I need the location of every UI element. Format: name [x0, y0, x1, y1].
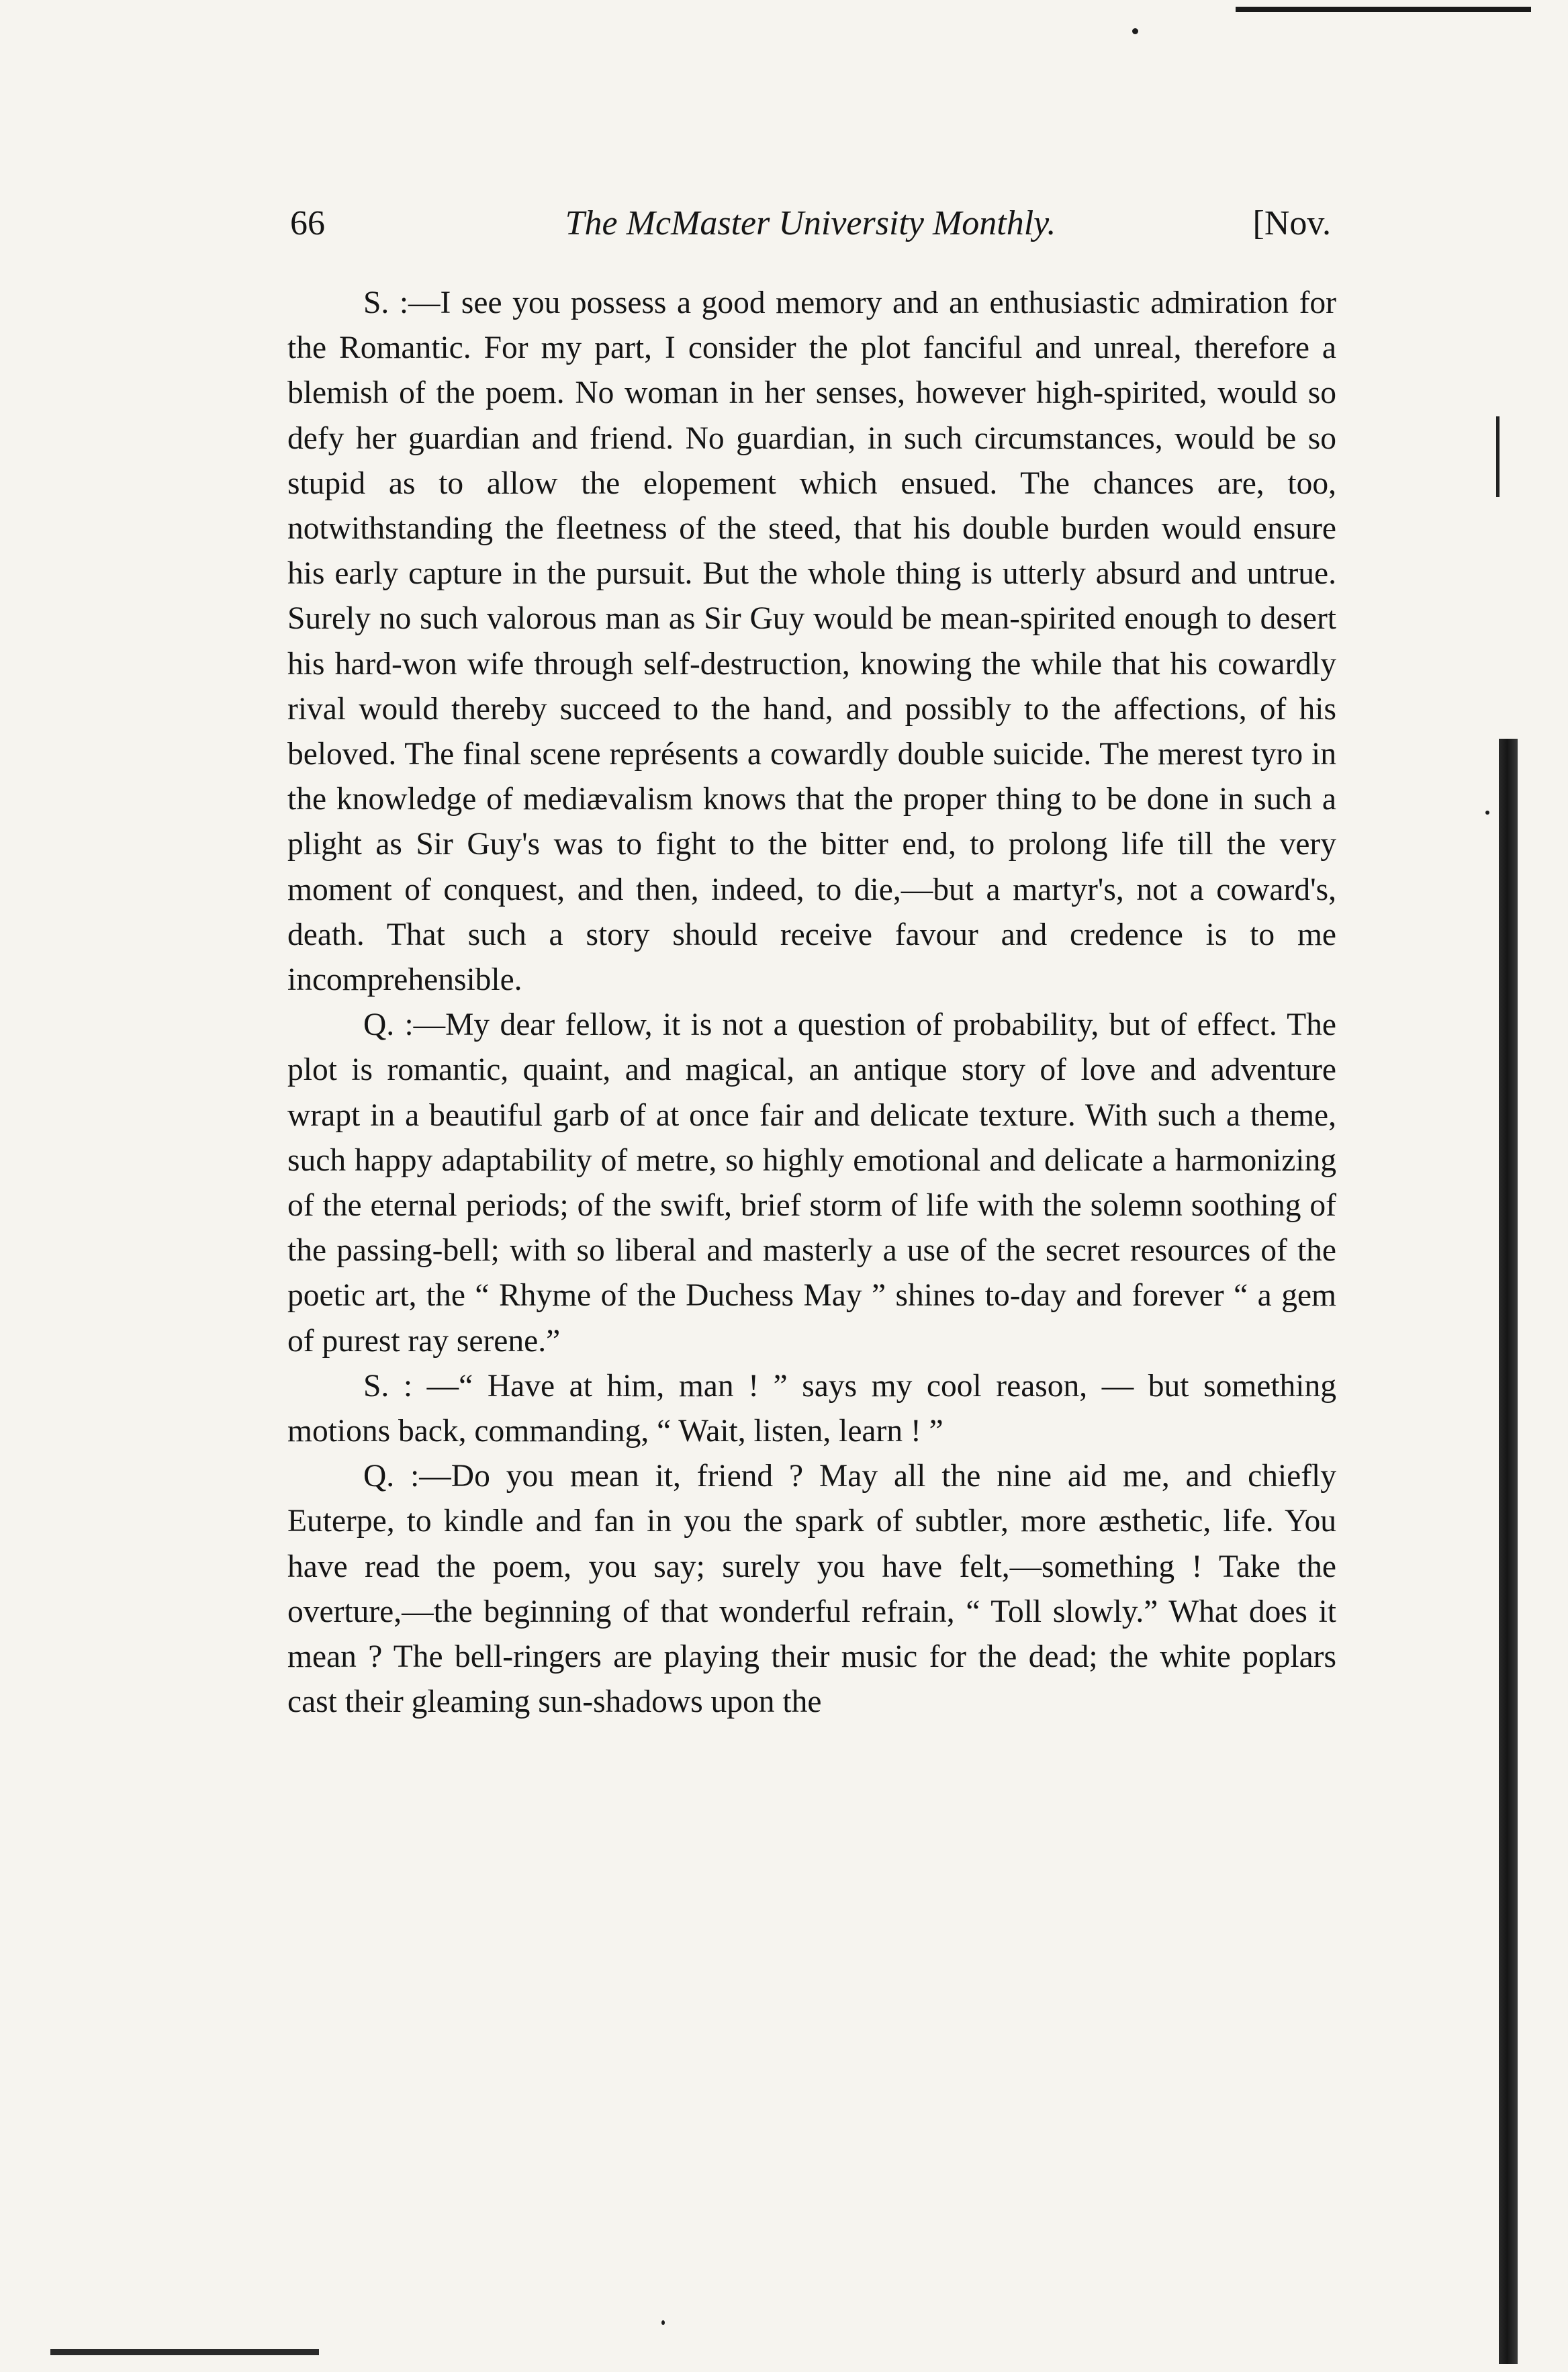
paragraph: S. :—I see you possess a good memory and an enthusiastic admiration for the Romantic. For my part, I consider the plot fanciful and unreal, therefore a blemish of the poem. No woman in her senses, however high-spirited, would so defy her guardian and friend. No guardian, in such circumstances, would be so stupid as to allow the elopement which ensued. The chances are, too, notwithstanding the fleetness of the steed, that his double burden would ensure his early capture in the pursuit. But the whole thing is utterly absurd and untrue. Surely no such valorous man as Sir Guy would be mean-spirited enough to desert his hard-won wife through self-destruction, knowing the while that his cowardly rival would thereby succeed to the hand, and possibly to the affections, of his beloved. The final scene représents a cowardly double suicide. The merest tyro in the knowledge of mediævalism knows that the proper thing to be done in such a plight as Sir Guy's was to fight to the bitter end, to prolong life till the very moment of conquest, and then, indeed, to die,—but a martyr's, not a coward's, death. That such a story should receive favour and credence is to me incomprehensible. [287, 285, 1336, 998]
journal-title: The McMaster University Monthly. [565, 204, 1056, 242]
edge-mark [1496, 416, 1500, 497]
running-header [290, 203, 1331, 252]
article-body [287, 281, 1336, 1725]
page-number: 66 [290, 204, 325, 242]
top-rule [1236, 7, 1531, 12]
page-edge-shadow [1499, 739, 1518, 2364]
issue-month: [Nov. [1252, 204, 1331, 242]
ink-speck [1485, 811, 1489, 815]
paragraph: S. : —“ Have at him, man ! ” says my cool reason, — but something motions back, commanding, “ Wait, listen, learn ! ” [287, 1368, 1336, 1449]
bottom-rule [50, 2349, 319, 2355]
paragraph: Q. :—Do you mean it, friend ? May all the nine aid me, and chiefly Euterpe, to kindle and fan in you the spark of subtler, more æsthetic, life. You have read the poem, you say; surely you have felt,—something ! Take the overture,—the beginning of that wonderful refrain, “ Toll slowly.” What does it mean ? The bell-ringers are playing their music for the dead; the white poplars cast their gleaming sun-shadows upon the [287, 1459, 1336, 1720]
ink-speck [1132, 28, 1138, 34]
paragraph: Q. :—My dear fellow, it is not a question of probability, but of effect. The plot is romantic, quaint, and magical, an antique story of love and adventure wrapt in a beautiful garb of at once fair and delicate texture. With such a theme, such happy adaptability of metre, so highly emotional and delicate a harmonizing of the eternal periods; of the swift, brief storm of life with the solemn soothing of the passing-bell; with so liberal and masterly a use of the secret resources of the poetic art, the “ Rhyme of the Duchess May ” shines to-day and forever “ a gem of purest ray serene.” [287, 1007, 1336, 1359]
ink-speck [661, 2320, 665, 2325]
